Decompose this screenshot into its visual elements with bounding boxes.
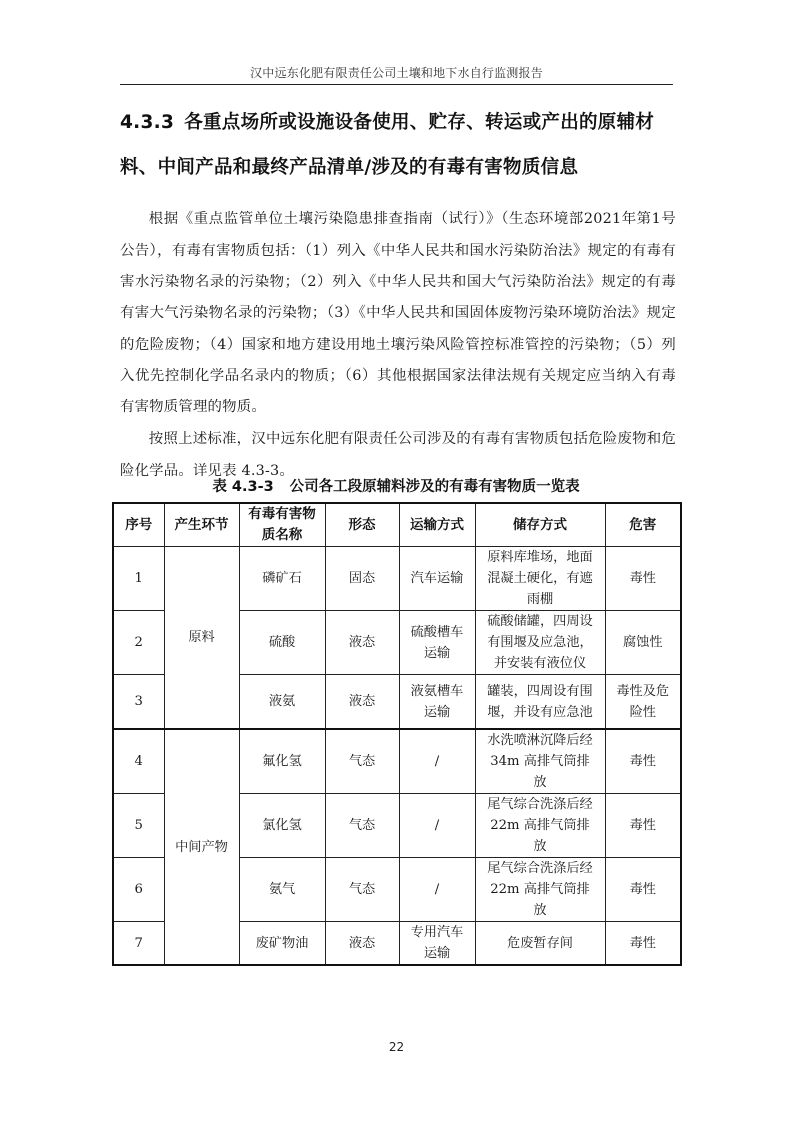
cell-state: 液态 — [325, 675, 399, 730]
cell-no: 6 — [113, 858, 164, 922]
cell-storage: 罐装，四周设有围堰，并设有应急池 — [475, 675, 605, 730]
cell-hazard: 毒性 — [605, 858, 681, 922]
cell-no: 4 — [113, 729, 164, 794]
cell-substance: 磷矿石 — [239, 547, 325, 611]
column-header-transport: 运输方式 — [399, 503, 475, 547]
page-number: 22 — [388, 1040, 405, 1054]
cell-hazard: 毒性 — [605, 729, 681, 794]
cell-state: 固态 — [325, 547, 399, 611]
cell-hazard: 毒性及危险性 — [605, 675, 681, 730]
cell-storage: 硫酸储罐，四周设有围堰及应急池，并安装有液位仪 — [475, 611, 605, 675]
column-header-substance: 有毒有害物质名称 — [239, 503, 325, 547]
section-heading — [120, 100, 680, 190]
table-header-row — [113, 503, 681, 547]
section-title: 各重点场所或设施设备使用、贮存、转运或产出的原辅材料、中间产品和最终产品清单/涉及的有毒有害物质信息 — [120, 112, 655, 178]
cell-transport: / — [399, 729, 475, 794]
column-header-no: 序号 — [113, 503, 164, 547]
column-header-stage: 产生环节 — [164, 503, 239, 547]
cell-substance: 氨气 — [239, 858, 325, 922]
cell-substance: 氯化氢 — [239, 794, 325, 858]
cell-storage: 水洗喷淋沉降后经34m 高排气筒排放 — [475, 729, 605, 794]
cell-state: 液态 — [325, 922, 399, 966]
cell-state: 液态 — [325, 611, 399, 675]
cell-hazard: 腐蚀性 — [605, 611, 681, 675]
cell-no: 2 — [113, 611, 164, 675]
hazardous-substances-table — [112, 502, 682, 966]
column-header-hazard: 危害 — [605, 503, 681, 547]
cell-substance: 废矿物油 — [239, 922, 325, 966]
table-caption-title: 公司各工段原辅料涉及的有毒有害物质一览表 — [289, 479, 580, 495]
running-header: 汉中远东化肥有限责任公司土壤和地下水自行监测报告 — [250, 66, 543, 80]
cell-hazard: 毒性 — [605, 547, 681, 611]
cell-no: 3 — [113, 675, 164, 730]
cell-storage: 尾气综合洗涤后经22m 高排气筒排放 — [475, 858, 605, 922]
cell-stage: 中间产物 — [164, 729, 239, 965]
cell-storage: 危废暂存间 — [475, 922, 605, 966]
table-row — [113, 729, 681, 794]
cell-state: 气态 — [325, 794, 399, 858]
column-header-storage: 储存方式 — [475, 503, 605, 547]
cell-stage: 原料 — [164, 547, 239, 730]
table-row — [113, 547, 681, 611]
table-caption-number: 表 4.3-3 — [212, 479, 274, 495]
body-paragraph: 根据《重点监管单位土壤污染隐患排查指南（试行）》（生态环境部2021年第1号公告），有毒有害物质包括：（1）列入《中华人民共和国水污染防治法》规定的有毒有害水污染物名录的污染物；（2）列入《中华人民共和国大气污染防治法》规定的有毒有害大气污染物名录的污染物；（3）《中华人民共和国固体废物污染环境防治法》规定的危险废物；（4）国家和地方建设用地土壤污染风险管控标准管控的污染物；（5）列入优先控制化学品名录内的物质；（6）其他根据国家法律法规有关规定应当纳入有毒有害物质管理的物质。 — [120, 211, 676, 416]
cell-substance: 氟化氢 — [239, 729, 325, 794]
header-rule — [120, 84, 673, 85]
cell-storage: 尾气综合洗涤后经22m 高排气筒排放 — [475, 794, 605, 858]
section-number: 4.3.3 — [120, 112, 175, 133]
cell-state: 气态 — [325, 729, 399, 794]
cell-transport: / — [399, 858, 475, 922]
cell-transport: 汽车运输 — [399, 547, 475, 611]
table-caption — [112, 475, 680, 496]
cell-substance: 硫酸 — [239, 611, 325, 675]
cell-substance: 液氨 — [239, 675, 325, 730]
cell-transport: 液氨槽车运输 — [399, 675, 475, 730]
cell-no: 7 — [113, 922, 164, 966]
cell-state: 气态 — [325, 858, 399, 922]
cell-hazard: 毒性 — [605, 794, 681, 858]
cell-transport: 硫酸槽车运输 — [399, 611, 475, 675]
cell-transport: / — [399, 794, 475, 858]
cell-no: 1 — [113, 547, 164, 611]
column-header-state: 形态 — [325, 503, 399, 547]
body-paragraph: 按照上述标准，汉中远东化肥有限责任公司涉及的有毒有害物质包括危险废物和危险化学品。详见表 4.3-3。 — [120, 431, 676, 479]
cell-transport: 专用汽车运输 — [399, 922, 475, 966]
cell-storage: 原料库堆场，地面混凝土硬化，有遮雨棚 — [475, 547, 605, 611]
cell-no: 5 — [113, 794, 164, 858]
cell-hazard: 毒性 — [605, 922, 681, 966]
